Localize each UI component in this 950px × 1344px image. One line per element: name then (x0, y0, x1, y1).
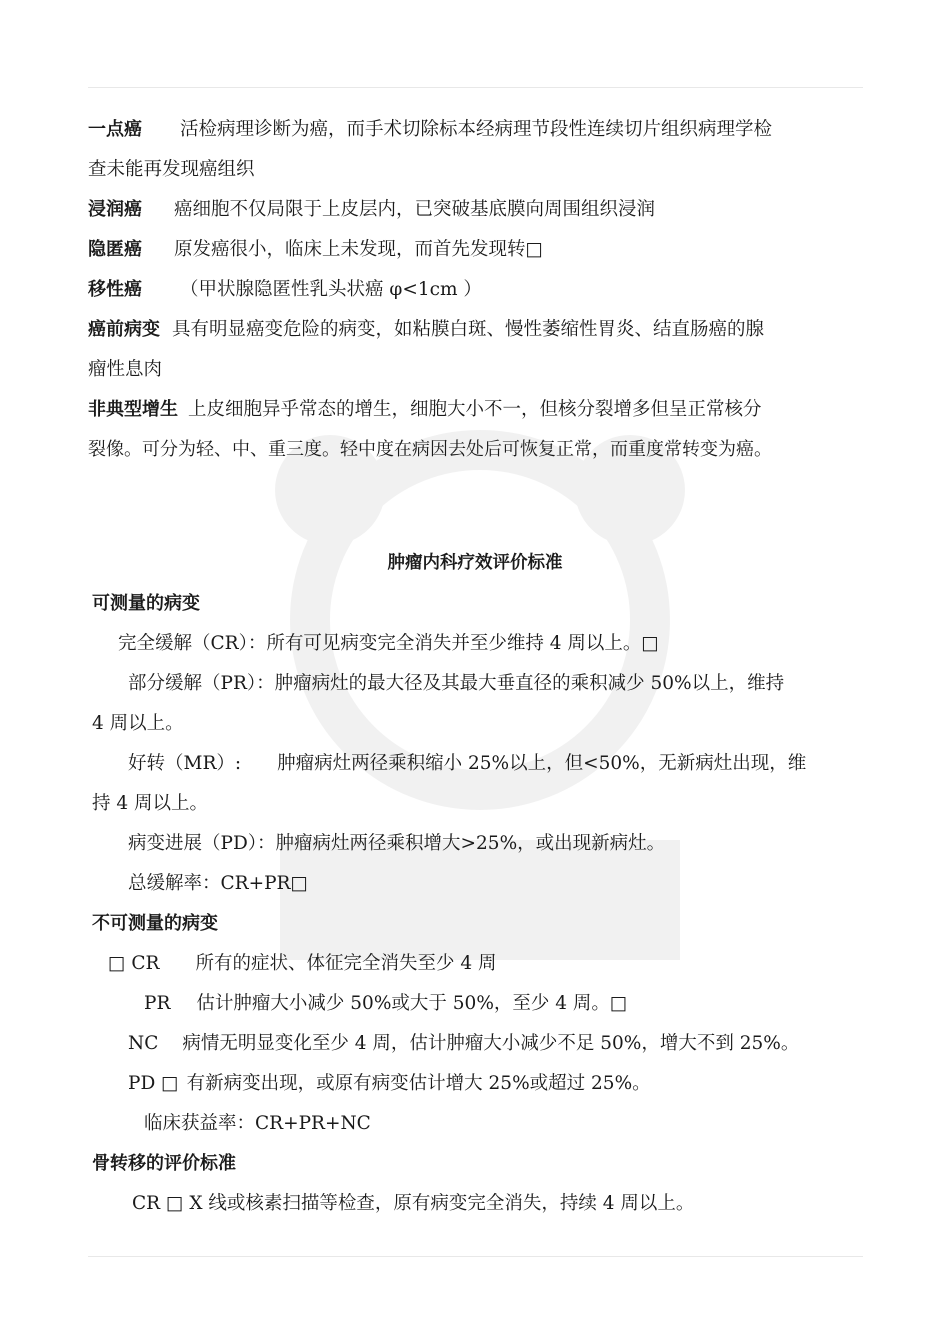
definition-metastatic-cancer: 移性癌 （甲状腺隐匿性乳头状癌 φ<1cm ） (88, 279, 482, 300)
definition-invasive-cancer: 浸润癌 癌细胞不仅局限于上皮层内，已突破基底膜向周围组织浸润 (88, 199, 656, 220)
measurable-pd: 病变进展（PD）：肿瘤病灶两径乘积增大>25%，或出现新病灶。 (128, 833, 666, 854)
definition-atypical-hyperplasia-cont: 裂像。可分为轻、中、重三度。轻中度在病因去处后可恢复正常，而重度常转变为癌。 (88, 439, 772, 460)
definition-occult-cancer: 隐匿癌 原发癌很小，临床上未发现，而首先发现转□ (88, 239, 543, 260)
measurable-cr: 完全缓解（CR）：所有可见病变完全消失并至少维持 4 周以上。□ (118, 633, 659, 654)
measurable-total-response: 总缓解率：CR+PR□ (128, 873, 308, 894)
measurable-heading: 可测量的病变 (92, 593, 200, 614)
bone-cr: CR □ X 线或核素扫描等检查，原有病变完全消失，持续 4 周以上。 (132, 1193, 695, 1214)
definition-precancerous-lesion: 癌前病变 具有明显癌变危险的病变，如粘膜白斑、慢性萎缩性胃炎、结直肠癌的腺 (88, 319, 765, 340)
section-title: 肿瘤内科疗效评价标准 (387, 553, 563, 573)
bottom-rule (88, 1256, 863, 1257)
top-rule (88, 87, 863, 88)
measurable-pr-cont: 4 周以上。 (92, 713, 184, 734)
non-measurable-heading: 不可测量的病变 (92, 913, 218, 934)
watermark-logo-icon (210, 420, 750, 980)
bone-heading: 骨转移的评价标准 (92, 1153, 236, 1174)
definition-precancerous-lesion-cont: 瘤性息肉 (88, 359, 163, 380)
non-measurable-pd: PD □ 有新病变出现，或原有病变估计增大 25%或超过 25%。 (128, 1073, 651, 1094)
definition-one-point-cancer: 一点癌 活检病理诊断为癌，而手术切除标本经病理节段性连续切片组织病理学检 (88, 119, 773, 140)
measurable-pr: 部分缓解（PR）：肿瘤病灶的最大径及其最大垂直径的乘积减少 50%以上，维持 (128, 673, 785, 694)
non-measurable-clinical-benefit: 临床获益率：CR+PR+NC (144, 1113, 371, 1134)
measurable-mr: 好转（MR）: 肿瘤病灶两径乘积缩小 25%以上，但<50%，无新病灶出现，维 (128, 753, 807, 774)
measurable-mr-cont: 持 4 周以上。 (92, 793, 209, 814)
non-measurable-cr: □ CR 所有的症状、体征完全消失至少 4 周 (108, 953, 497, 974)
non-measurable-pr: PR 估计肿瘤大小减少 50%或大于 50%，至少 4 周。□ (144, 993, 628, 1014)
non-measurable-nc: NC 病情无明显变化至少 4 周，估计肿瘤大小减少不足 50%，增大不到 25%。 (128, 1033, 800, 1054)
definition-one-point-cancer-cont: 查未能再发现癌组织 (88, 159, 255, 180)
definition-atypical-hyperplasia: 非典型增生 上皮细胞异乎常态的增生，细胞大小不一，但核分裂增多但呈正常核分 (88, 399, 762, 420)
